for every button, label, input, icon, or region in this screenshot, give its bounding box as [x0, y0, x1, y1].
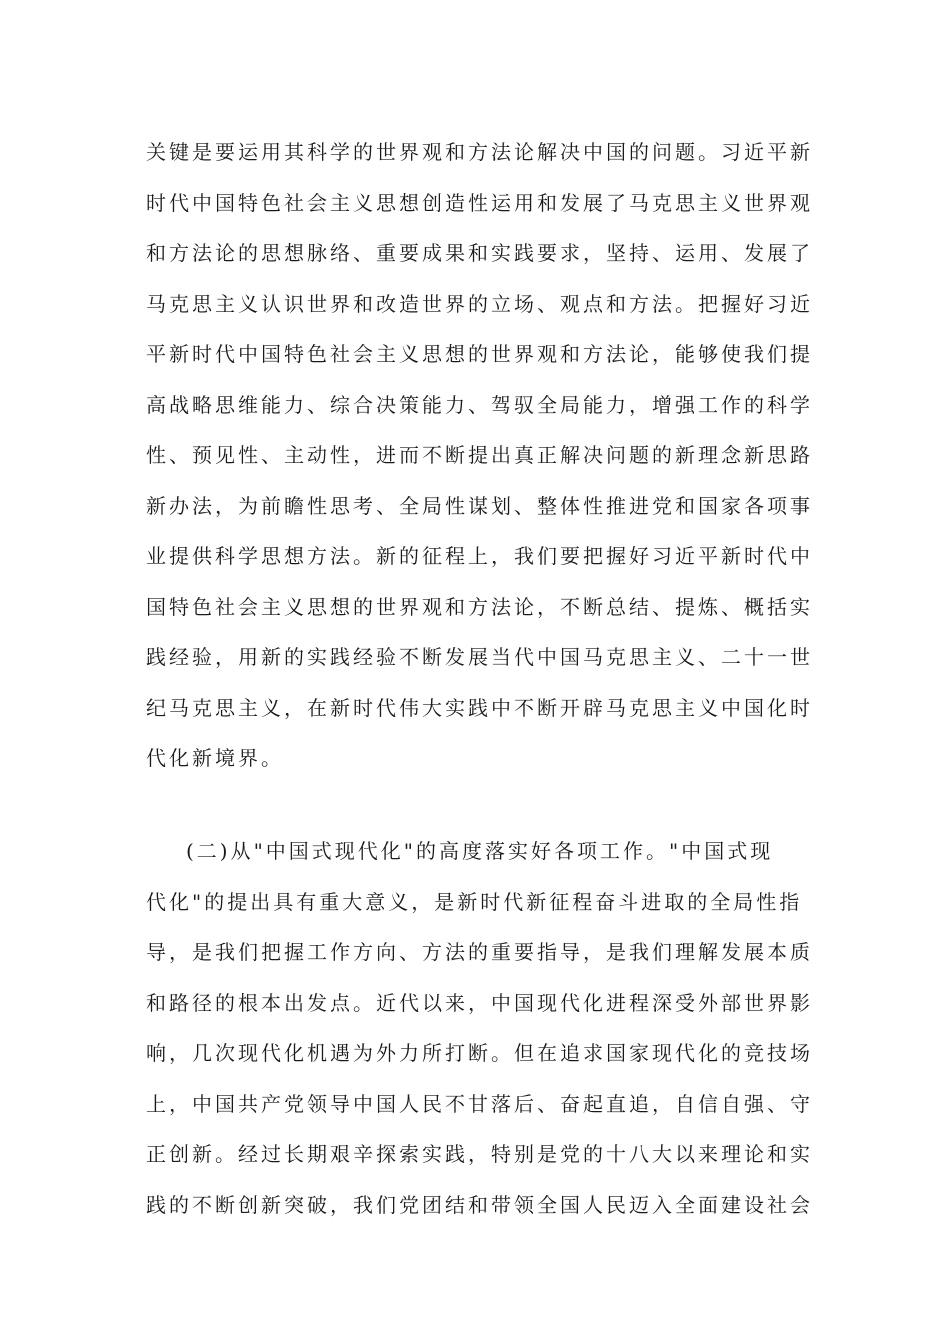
paragraph-line: 响，几次现代化机遇为外力所打断。但在追求国家现代化的竞技场 — [146, 1041, 813, 1065]
paragraph-line: 高战略思维能力、综合决策能力、驾驭全局能力，增强工作的科学 — [146, 392, 813, 417]
paragraph-line: 践的不断创新突破，我们党团结和带领全国人民迈入全面建设社会 — [146, 1192, 813, 1217]
paragraph-line: 正创新。经过长期艰辛探索实践，特别是党的十八大以来理论和实 — [146, 1142, 813, 1166]
section-heading-line: (二)从"中国式现代化"的高度落实好各项工作。"中国式现 — [186, 839, 774, 863]
paragraph-line: 时代中国特色社会主义思想创造性运用和发展了马克思主义世界观 — [146, 190, 813, 215]
paragraph-line: 和方法论的思想脉络、重要成果和实践要求，坚持、运用、发展了 — [146, 241, 813, 265]
paragraph-line: 性、预见性、主动性，进而不断提出真正解决问题的新理念新思路 — [146, 443, 813, 467]
paragraph-line: 上，中国共产党领导中国人民不甘落后、奋起直追，自信自强、守 — [146, 1091, 813, 1116]
paragraph-2 — [146, 826, 816, 1230]
paragraph-line: 纪马克思主义，在新时代伟大实践中不断开辟马克思主义中国化时 — [146, 695, 813, 720]
paragraph-line: 和路径的根本出发点。近代以来，中国现代化进程深受外部世界影 — [146, 990, 813, 1015]
paragraph-line: 关键是要运用其科学的世界观和方法论解决中国的问题。习近平新 — [146, 140, 813, 164]
paragraph-line: 平新时代中国特色社会主义思想的世界观和方法论，能够使我们提 — [146, 342, 813, 366]
paragraph-line: 代化新境界。 — [146, 746, 284, 770]
paragraph-line: 导，是我们把握工作方向、方法的重要指导，是我们理解发展本质 — [146, 940, 813, 964]
paragraph-line: 践经验，用新的实践经验不断发展当代中国马克思主义、二十一世 — [146, 645, 813, 669]
paragraph-line: 代化"的提出具有重大意义，是新时代新征程奋斗进取的全局性指 — [146, 889, 803, 914]
paragraph-1 — [146, 127, 816, 784]
paragraph-line: 新办法，为前瞻性思考、全局性谋划、整体性推进党和国家各项事 — [146, 493, 813, 518]
paragraph-line: 马克思主义认识世界和改造世界的立场、观点和方法。把握好习近 — [146, 291, 813, 316]
paragraph-line: 业提供科学思想方法。新的征程上，我们要把握好习近平新时代中 — [146, 544, 813, 568]
paragraph-line: 国特色社会主义思想的世界观和方法论，不断总结、提炼、概括实 — [146, 594, 813, 619]
